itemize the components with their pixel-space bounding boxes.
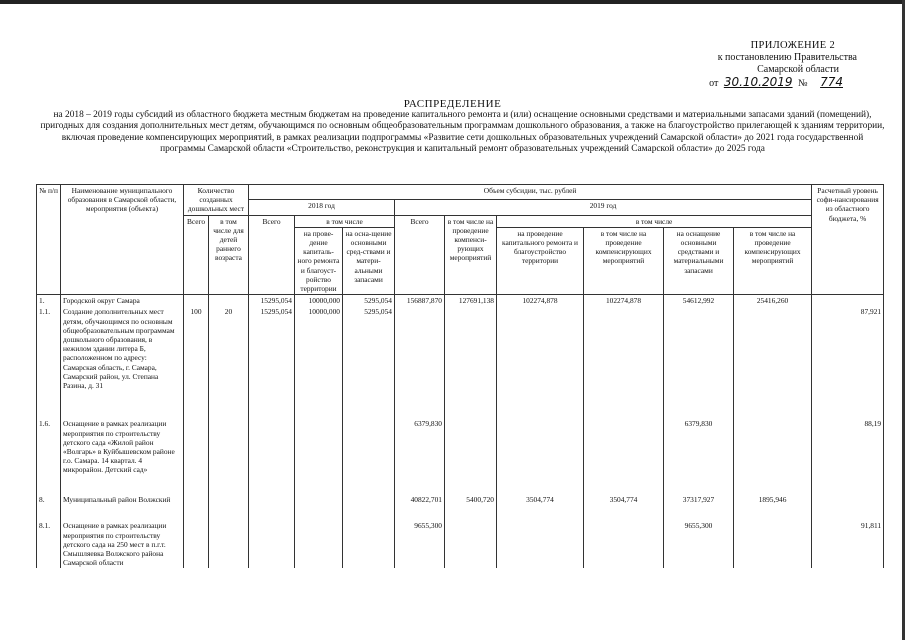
row-places-early [209, 520, 249, 568]
header-2019-incl: в том числе [497, 215, 812, 227]
row-2019-repair-comp [584, 306, 664, 418]
row-2018-repair [295, 418, 343, 494]
header-2019-repair: на проведение капитального ремонта и благоустройство территории [497, 227, 584, 294]
row-2018-total: 15295,054 [249, 306, 295, 418]
row-name: Оснащение в рамках реализации мероприятия по строительству детского сада «Жилой район «Волгарь» в Куйбышевском районе г.о. Самара. 14 квартал. 4 микрорайон. Детский сад» [61, 418, 184, 494]
row-2019-repair-comp [584, 520, 664, 568]
header-2019-comp: в том числе на проведение компенси-рующих мероприятий [445, 215, 497, 295]
row-2018-equip [343, 520, 395, 568]
table-row [37, 306, 884, 418]
row-no: 1. [37, 295, 61, 307]
appendix-resolution: к постановлению Правительства [717, 52, 857, 63]
row-places-early: 20 [209, 306, 249, 418]
header-2018-incl: в том числе [295, 215, 395, 227]
row-2019-equip: 54612,992 [664, 295, 734, 307]
row-2019-repair [497, 418, 584, 494]
row-name: Оснащение в рамках реализации мероприятия по строительству детского сада на 250 мест в п.г.т. Смышляевка Волжского района Самарской области [61, 520, 184, 568]
row-2019-total [395, 306, 445, 418]
row-places-total [184, 520, 209, 568]
table-row [37, 418, 884, 494]
subsidy-table [36, 184, 884, 568]
from-label: от [709, 78, 719, 89]
header-2018-total: Всего [249, 215, 295, 295]
row-2018-repair [295, 520, 343, 568]
row-2019-comp [445, 520, 497, 568]
handwritten-date: 30.10.2019 [723, 75, 793, 89]
row-name: Городской округ Самара [61, 295, 184, 307]
row-2019-equip: 6379,830 [664, 418, 734, 494]
header-2019-equip-comp: в том числе на проведение компенсирующих мероприятий [734, 227, 812, 294]
row-places-total [184, 494, 209, 520]
header-places-total: Всего [184, 215, 209, 295]
row-places-total: 100 [184, 306, 209, 418]
header-volume: Объем субсидии, тыс. рублей [249, 185, 812, 200]
header-no: № п/п [37, 185, 61, 295]
row-2019-comp [445, 418, 497, 494]
appendix-block [657, 40, 857, 90]
row-no: 8.1. [37, 520, 61, 568]
header-2018-repair: на прове-дение капиталь-ного ремонта и благоуст-ройство территории [295, 227, 343, 294]
row-2018-equip [343, 494, 395, 520]
row-2018-total [249, 418, 295, 494]
row-places-total [184, 295, 209, 307]
header-2019-total: Всего [395, 215, 445, 295]
row-2019-total: 40822,701 [395, 494, 445, 520]
row-2018-repair: 10000,000 [295, 295, 343, 307]
header-places: Количество созданных дошкольных мест [184, 185, 249, 216]
document-subtitle: на 2018 – 2019 годы субсидий из областного бюджета местным бюджетам на проведение капитального ремонта и (или) оснащение основными средствами и материальными запасами зданий (помещений), пригодных для создания дополнительных мест детям, обучающимся по основным общеобразовательным программам дошкольного образования, а также на благоустройство прилегающей к зданиям территории, включая проведение компенсирующих мероприятий, в рамках реализации подпрограммы «Развитие сети дошкольных образовательных учреждений Самарской области» до 2021 года государственной программы Самарской области «Строительство, реконструкция и капитальный ремонт образовательных учреждений Самарской области» до 2025 года [40, 110, 885, 155]
row-2019-equip-comp [734, 418, 812, 494]
row-2018-repair: 10000,000 [295, 306, 343, 418]
row-level: 91,811 [812, 520, 884, 568]
header-2019-equip: на оснащение основными средствами и материальными запасами [664, 227, 734, 294]
row-level [812, 494, 884, 520]
table-row [37, 520, 884, 568]
row-places-early [209, 494, 249, 520]
number-label: № [798, 78, 808, 89]
table-row [37, 494, 884, 520]
row-2018-total [249, 520, 295, 568]
row-2019-repair [497, 306, 584, 418]
row-2019-equip-comp [734, 306, 812, 418]
row-2018-total [249, 494, 295, 520]
row-2019-equip-comp [734, 520, 812, 568]
row-places-early [209, 295, 249, 307]
row-2019-repair-comp: 102274,878 [584, 295, 664, 307]
row-2018-repair [295, 494, 343, 520]
row-2019-equip-comp: 1895,946 [734, 494, 812, 520]
scan-border-top [0, 0, 905, 4]
row-2019-equip [664, 306, 734, 418]
row-2018-equip: 5295,054 [343, 306, 395, 418]
header-2018: 2018 год [249, 200, 395, 215]
header-name: Наименование муниципального образования в Самарской области, мероприятия (объекта) [61, 185, 184, 295]
row-2019-comp: 5400,720 [445, 494, 497, 520]
row-level: 88,19 [812, 418, 884, 494]
row-2019-repair-comp: 3504,774 [584, 494, 664, 520]
row-no: 8. [37, 494, 61, 520]
row-places-total [184, 418, 209, 494]
row-2019-equip: 37317,927 [664, 494, 734, 520]
row-level [812, 295, 884, 307]
row-no: 1.6. [37, 418, 61, 494]
row-no: 1.1. [37, 306, 61, 418]
row-2018-total: 15295,054 [249, 295, 295, 307]
header-2019: 2019 год [395, 200, 812, 215]
handwritten-number: 774 [820, 75, 843, 89]
row-name: Создание дополнительных мест детям, обучающимся по основным общеобразовательным программам дошкольного образования, в нежилом здании литера Б, расположенном по адресу: Самарская область, г. Самара, Самарский район, ул. Степана Разина, д. 31 [61, 306, 184, 418]
appendix-title: ПРИЛОЖЕНИЕ 2 [750, 40, 835, 51]
row-2019-equip: 9655,300 [664, 520, 734, 568]
header-2018-equip: на осна-щение основными сред-ствами и матери-альными запасами [343, 227, 395, 294]
appendix-date-line [657, 76, 857, 90]
header-level: Расчетный уровень софи-нансирования из областного бюджета, % [812, 185, 884, 295]
header-places-early: в том числе для детей раннего возраста [209, 215, 249, 295]
document-title: РАСПРЕДЕЛЕНИЕ [403, 98, 502, 110]
row-2019-total: 156887,870 [395, 295, 445, 307]
row-2018-equip [343, 418, 395, 494]
row-2019-equip-comp: 25416,260 [734, 295, 812, 307]
appendix-region: Самарской области [757, 64, 839, 75]
row-2019-total: 9655,300 [395, 520, 445, 568]
row-2019-repair-comp [584, 418, 664, 494]
row-2019-repair: 3504,774 [497, 494, 584, 520]
row-2019-comp [445, 306, 497, 418]
row-2019-repair [497, 520, 584, 568]
row-2019-repair: 102274,878 [497, 295, 584, 307]
header-2019-repair-comp: в том числе на проведение компенсирующих мероприятий [584, 227, 664, 294]
row-name: Муниципальный район Волжский [61, 494, 184, 520]
row-level: 87,921 [812, 306, 884, 418]
row-2019-total: 6379,830 [395, 418, 445, 494]
row-2019-comp: 127691,138 [445, 295, 497, 307]
row-places-early [209, 418, 249, 494]
table-row [37, 295, 884, 307]
row-2018-equip: 5295,054 [343, 295, 395, 307]
